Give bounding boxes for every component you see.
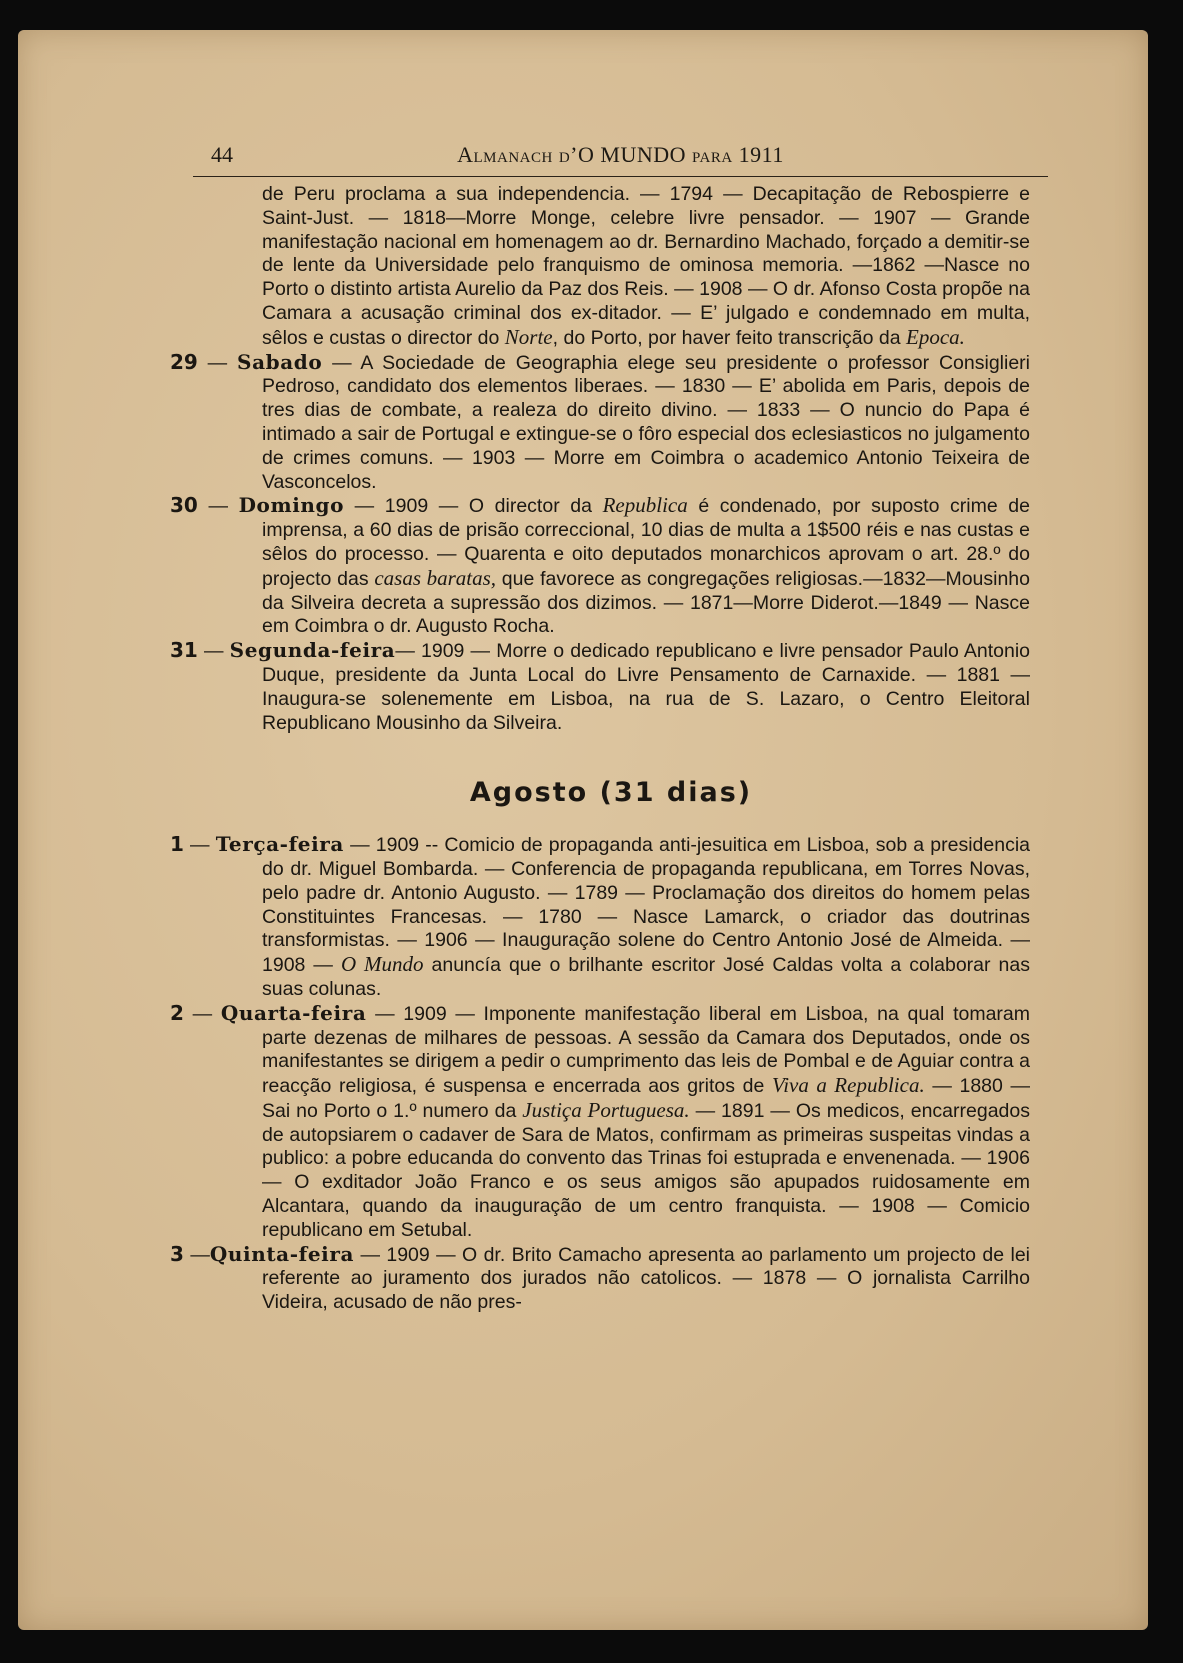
day-number: 31: [170, 638, 198, 663]
dash: —: [183, 1002, 221, 1025]
day-name: Terça-feira: [215, 832, 344, 857]
month-heading: Agosto (31 dias): [469, 777, 753, 809]
entry-text: — 1891 — Os medicos, encarregados de autopsiarem o cadaver de Sara de Matos, confirmam as primeiras suspeitas vindas a publico: a pobre educanda do convento das Trinas foi estuprada e envenenada. — 1906 — O exditador João Franco e os seus amigos são apupados ruidosamente em Alcantara, quando da inauguração de um centro franquista. — 1908 — Comicio republicano em Setubal.: [262, 1099, 1030, 1241]
day-name: Segunda-feira: [229, 638, 396, 663]
entry-text: que favorece as congregações religiosas.—1832—Mousinho da Silveira decreta a supressão dos dizimos. — 1871—Morre Diderot.—1849 — Nasce em Coimbra o dr. Augusto Rocha.: [262, 567, 1030, 638]
page-body: [170, 183, 1031, 1315]
running-title-suffix: para 1911: [686, 142, 784, 167]
day-entry-30: [170, 493, 1030, 639]
continuation-paragraph: [262, 183, 1030, 351]
entry-text: anuncía que o brilhante escritor José Caldas volta a colaborar nas suas colunas.: [262, 954, 1030, 1000]
day-number: 30: [170, 493, 198, 518]
day-number: 3: [170, 1241, 184, 1266]
dash: —: [183, 1243, 210, 1266]
newspaper-title: Norte: [504, 324, 553, 349]
day-number: 29: [170, 349, 198, 374]
running-title-prefix: Almanach d’O: [457, 142, 601, 167]
day-entry-29: [170, 349, 1031, 495]
entry-text: — 1909 — O dr. Brito Camacho apresenta ao parlamento um projecto de lei referente ao juramento dos jurados não catolicos. — 1878 — O jornalista Carrilho Videira, acusado de não pres-: [262, 1243, 1030, 1314]
day-name: Domingo: [238, 493, 345, 518]
entry-text: — A Sociedade de Geographia elege seu presidente o professor Consiglieri Pedroso, candidato dos elementos liberaes. — 1830 — E’ abolida em Paris, depois de tres dias de combate, a realeza do direito divino. — 1833 — O nuncio do Papa é intimado a sair de Portugal e extingue-se o fôro especial dos eclesiasticos no julgamento de crimes comuns. — 1903 — Morre em Coimbra o academico Antonio Teixeira de Vasconcelos.: [262, 351, 1031, 493]
continuation-text: , do Porto, por haver feito transcrição da: [552, 326, 906, 349]
page-number: 44: [211, 142, 233, 167]
day-number: 1: [170, 832, 184, 857]
day-number: 2: [170, 1000, 184, 1025]
entry-text: — 1909 — Imponente manifestação liberal em Lisboa, na qual tomaram parte dezenas de milhares de pessoas. A sessão da Camara dos Deputados, onde os manifestantes se dirigem a pedir o cumprimento das leis de Pombal e de Aguiar contra a reacção religiosa, é suspensa e encerrada aos gritos de: [262, 1002, 1030, 1098]
emphasis: casas baratas,: [374, 565, 497, 590]
emphasis: Viva a Republica.: [771, 1073, 925, 1098]
dash: —: [197, 640, 230, 663]
day-name: Sabado: [237, 349, 323, 374]
newspaper-title: Republica: [602, 493, 688, 518]
continuation-text: de Peru proclama a sua independencia. — 1794 — Decapitação de Rebospierre e Saint-Just. — 1818—Morre Monge, celebre livre pensador. — 1907 — Grande manifestação nacional em homenagem ao dr. Bernardino Machado, forçado a demitir-se de lente da Universidade pelo franquismo de ominosa memoria. —1862 —Nasce no Porto o distinto artista Aurelio da Paz dos Reis. — 1908 — O dr. Afonso Costa propõe na Camara a acusação criminal dos ex-ditador. — E’ julgado e condemnado em multa, sêlos e custas o director do: [262, 183, 1030, 349]
entry-text: — 1909 — Morre o dedicado republicano e livre pensador Paulo Antonio Duque, presidente da Junta Local do Livre Pensamento de Carnaxide. — 1881 — Inaugura-se solenemente em Lisboa, na rua de S. Lazaro, o Centro Eleitoral Republicano Mousinho da Silveira.: [262, 640, 1030, 734]
running-title: [193, 142, 1048, 168]
dash: —: [183, 834, 216, 857]
entry-text: — 1880 — Sai no Porto o 1.º numero da: [262, 1075, 1030, 1122]
running-title-main: MUNDO: [600, 142, 687, 167]
day-entry-2: [170, 1000, 1030, 1243]
dash: —: [197, 495, 239, 518]
dash: —: [197, 351, 238, 374]
entry-text: — 1909 — O director da: [344, 495, 603, 518]
entry-text: é condenado, por suposto crime de imprensa, a 60 dias de prisão correccional, 10 dias de multa a 1$500 réis e nas custas e sêlos do processo. — Quarenta e oito deputados monarchicos aprovam o art. 28.º do projecto das: [262, 495, 1030, 590]
day-entry-1: [170, 832, 1030, 1002]
day-entry-3: [170, 1241, 1030, 1315]
day-name: Quinta-feira: [209, 1241, 355, 1266]
day-name: Quarta-feira: [220, 1000, 367, 1025]
newspaper-title: O Mundo: [340, 952, 424, 977]
entry-text: — 1909 -- Comicio de propaganda anti-jesuitica em Lisboa, sob a presidencia do dr. Miguel Bombarda. — Conferencia de propaganda republicana, em Torres Novas, pelo padre dr. Antonio Augusto. — 1789 — Proclamação dos direitos do homem pelas Constituintes Francesas. — 1780 — Nasce Lamarck, o criador das doutrinas transformistas. — 1906 — Inauguração solene do Centro Antonio José de Almeida. — 1908 —: [262, 834, 1030, 977]
day-entry-31: [170, 638, 1030, 735]
page-header: [193, 142, 1048, 177]
newspaper-title: Justiça Portuguesa.: [522, 1097, 690, 1122]
newspaper-title: Epoca.: [906, 324, 965, 349]
